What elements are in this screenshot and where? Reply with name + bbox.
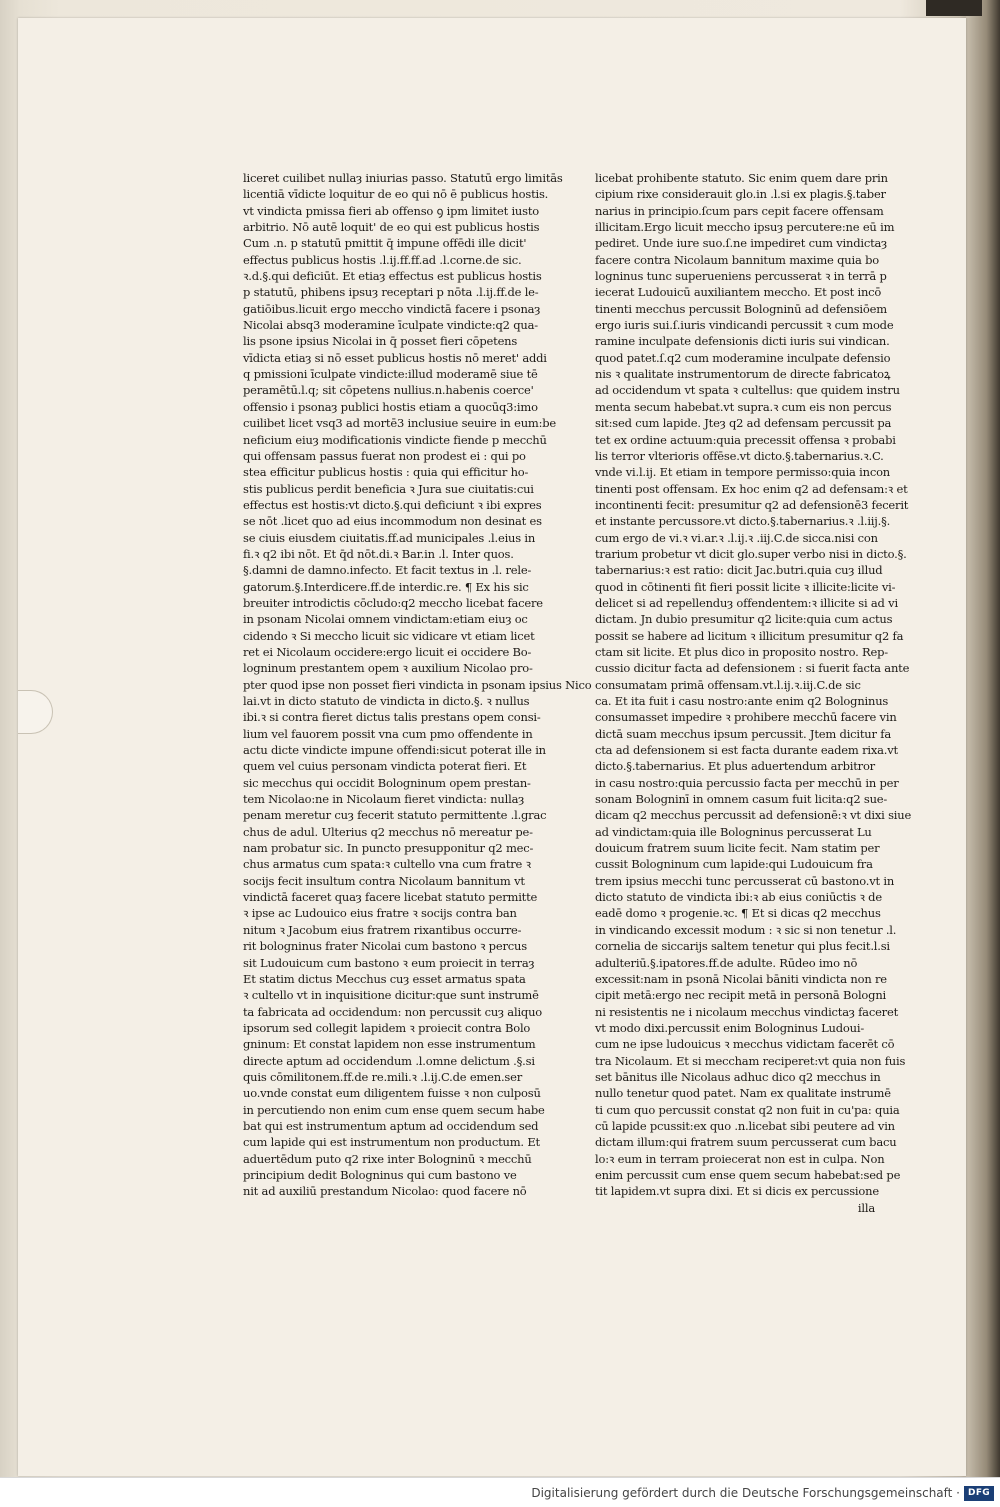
text-line: chus de adul. Ulterius q2 mecchus nō mereatur pe- bbox=[243, 824, 533, 839]
text-line: ad occidendum vt spata ꝛ cultellus: que quidem instru bbox=[595, 383, 900, 398]
text-line: Et statim dictus Mecchus cuȝ esset armatus spata bbox=[243, 971, 526, 986]
text-line: ca. Et ita fuit i casu nostro:ante enim q2 Bologninus bbox=[595, 694, 889, 708]
text-line: trem ipsius mecchi tunc percusserat cū bastono.vt in bbox=[595, 873, 895, 888]
text-line: sit Ludouicum cum bastono ꝛ eum proiecit in terraȝ bbox=[243, 955, 535, 970]
text-line: penam meretur cuȝ fecerit statuto permittente .l.grac bbox=[243, 808, 547, 823]
text-line: quem vel cuius personam vindicta poterat fieri. Et bbox=[243, 759, 527, 774]
text-line: ret ei Nicolaum occidere:ergo licuit ei occidere Bo- bbox=[243, 644, 532, 659]
text-line: cum ne ipse ludouicus ꝛ mecchus vidictam facerēt cō bbox=[595, 1037, 895, 1052]
text-line: cipit metā:ergo nec recipit metā in personā Bologni bbox=[595, 988, 887, 1003]
text-line: cussit Bologninum cum lapide:qui Ludouicum fra bbox=[595, 857, 873, 872]
text-line: dicam q2 mecchus percussit ad defensionē:ꝛ vt dixi siue bbox=[595, 808, 912, 823]
book-edge bbox=[966, 0, 1000, 1478]
text-line: ꝛ cultello vt in inquisitione dicitur:que sunt instrumē bbox=[243, 988, 539, 1003]
text-line: pediret. Unde iure suo.ſ.ne impediret cum vindictaȝ bbox=[595, 236, 887, 251]
left-text-column bbox=[243, 170, 592, 1200]
text-line: breuiter introdictis cōcludo:q2 meccho licebat facere bbox=[243, 595, 543, 610]
text-line: pter quod ipse non posset fieri vindicta in psonam ipsius Nico bbox=[243, 677, 592, 692]
text-line: gatorum.§.Interdicere.ff.de interdic.re. ¶ Ex his sic bbox=[243, 579, 529, 594]
text-line: nam probatur sic. In puncto presupponitur q2 mec- bbox=[243, 841, 534, 856]
text-line: consumasset impedire ꝛ prohibere mecchū facere vin bbox=[595, 710, 897, 725]
text-line: tabernarius:ꝛ est ratio: dicit Jac.butri.quia cuȝ illud bbox=[595, 563, 883, 578]
text-line: bat qui est instrumentum aptum ad occidendum sed bbox=[243, 1118, 539, 1133]
text-line: eadē domo ꝛ progenie.ꝛc. ¶ Et si dicas q2 mecchus bbox=[595, 906, 881, 921]
text-line: vnde vi.l.ij. Et etiam in tempore permisso:quia incon bbox=[595, 465, 891, 480]
text-line: se ciuis eiusdem ciuitatis.ff.ad municipales .l.eius in bbox=[243, 530, 536, 545]
text-line: p statutū, phibens ipsuȝ receptari p nōta .l.ij.ff.de le- bbox=[243, 285, 539, 300]
text-line: trarium probetur vt dicit glo.super verbo nisi in dicto.§. bbox=[595, 546, 907, 561]
text-line: cum ergo de vi.ꝛ vi.ar.ꝛ .l.ij.ꝛ .iij.C.de sicca.nisi con bbox=[595, 530, 878, 545]
text-line: enim percussit cum ense quem secum habebat:sed pe bbox=[595, 1167, 901, 1182]
text-line: sic mecchus qui occidit Bologninum opem prestan- bbox=[243, 775, 531, 790]
text-line: cussio dicitur facta ad defensionem : si fuerit facta ante bbox=[595, 661, 910, 676]
text-line: Nicolai absq3 moderamine īculpate vindicte:q2 qua- bbox=[243, 318, 538, 333]
text-line: principium dedit Bologninus qui cum bastono ve bbox=[243, 1167, 517, 1182]
text-line: tit lapidem.vt supra dixi. Et si dicis ex percussione bbox=[595, 1184, 879, 1199]
text-line: in psonam Nicolai omnem vindictam:etiam eiuȝ oc bbox=[243, 612, 528, 627]
text-line: Cum .n. p statutū pmittit q̄ impune offēdi ille dicit' bbox=[243, 236, 527, 251]
text-line: dicto.§.tabernarius. Et plus aduertendum arbitror bbox=[595, 759, 875, 774]
text-line: chus armatus cum spata:ꝛ cultello vna cum fratre ꝛ bbox=[243, 857, 531, 872]
text-line: quod patet.ſ.q2 cum moderamine inculpate defensio bbox=[595, 350, 891, 365]
text-line: ramine inculpate defensionis dicti iuris sui vindican. bbox=[595, 334, 890, 349]
text-line: cū lapide pcussit:ex quo .n.licebat sibi peutere ad vin bbox=[595, 1118, 895, 1133]
text-line: delicet si ad repellenduȝ offendentem:ꝛ illicite si ad vi bbox=[595, 595, 898, 610]
text-line: sit:sed cum lapide. Jteȝ q2 ad defensam percussit pa bbox=[595, 416, 892, 431]
text-line: ta fabricata ad occidendum: non percussit cuȝ aliquo bbox=[243, 1004, 543, 1019]
text-line: dictam. Jn dubio presumitur q2 licite:quia cum actus bbox=[595, 612, 893, 627]
text-line: vindictā faceret quaȝ facere licebat statuto permitte bbox=[243, 890, 538, 905]
text-line: menta secum habebat.vt supra.ꝛ cum eis non percus bbox=[595, 399, 892, 414]
text-line: lium vel fauorem possit vna cum pmo offendente in bbox=[243, 726, 533, 741]
text-line: effectus publicus hostis .l.ij.ff.ff.ad .l.corne.de sic. bbox=[243, 252, 522, 267]
text-line: vt vindicta pmissa fieri ab offenso ꝯ ipm limitet iusto bbox=[243, 203, 539, 218]
text-line: arbitrio. Nō autē loquit' de eo qui est publicus hostis bbox=[243, 220, 540, 235]
text-line: ctam sit licite. Et plus dico in proposito nostro. Rep- bbox=[595, 644, 888, 659]
text-line: in vindicando excessit modum : ꝛ sic si non tenetur .l. bbox=[595, 922, 897, 937]
text-line: et instante percussore.vt dicto.§.tabernarius.ꝛ .l.iij.§. bbox=[595, 514, 891, 529]
text-line: cuilibet licet vsq3 ad mortē3 inclusiue seuire in eum:be bbox=[243, 416, 557, 431]
text-line: neficium eiuȝ modificationis vindicte fiende p mecchū bbox=[243, 432, 547, 447]
text-line: tinenti mecchus percussit Bologninū ad defensiōem bbox=[595, 301, 887, 316]
text-line: quis cōmilitonem.ff.de re.mili.ꝛ .l.ij.C.de emen.ser bbox=[243, 1069, 523, 1084]
text-line: tinenti post offensam. Ex hoc enim q2 ad defensam:ꝛ et bbox=[595, 481, 908, 496]
text-line: nitum ꝛ Jacobum eius fratrem rixantibus occurre- bbox=[243, 922, 522, 937]
dfg-logo: DFG bbox=[964, 1486, 994, 1501]
text-line: socijs fecit insultum contra Nicolaum bannitum vt bbox=[243, 873, 525, 888]
text-line: licentiā vīdicte loquitur de eo qui nō ē publicus hostis. bbox=[243, 187, 549, 202]
text-line: iecerat Ludouicū auxiliantem meccho. Et post incō bbox=[595, 285, 882, 300]
footer-bar bbox=[0, 1477, 1000, 1507]
text-line: directe aptum ad occidendum .l.omne delictum .§.si bbox=[243, 1053, 535, 1068]
text-line: lo:ꝛ eum in terram proiecerat non est in culpa. Non bbox=[595, 1151, 885, 1166]
text-line: qui offensam passus fuerat non prodest ei : qui po bbox=[243, 448, 526, 463]
text-line: incontinenti fecit: presumitur q2 ad defensionē3 fecerit bbox=[595, 497, 909, 512]
text-line: licebat prohibente statuto. Sic enim quem dare prin bbox=[595, 171, 888, 185]
text-line: facere contra Nicolaum bannitum maxime quia bo bbox=[595, 252, 879, 267]
text-line: illicitam.Ergo licuit meccho ipsuȝ percutere:ne eū im bbox=[595, 220, 895, 235]
text-line: §.damni de damno.infecto. Et facit textus in .l. rele- bbox=[243, 563, 532, 578]
text-line: nullo tenetur quod patet. Nam ex qualitate instrumē bbox=[595, 1086, 891, 1101]
text-line: liceret cuilibet nullaȝ iniurias passo. Statutū ergo limitās bbox=[243, 171, 563, 185]
text-line: set bānitus ille Nicolaus adhuc dico q2 mecchus in bbox=[595, 1069, 881, 1084]
text-line: possit se habere ad licitum ꝛ illicitum presumitur q2 fa bbox=[595, 628, 904, 643]
text-line: stea efficitur publicus hostis : quia qui efficitur ho- bbox=[243, 465, 529, 480]
right-text-column bbox=[595, 170, 912, 1216]
text-line: douicum fratrem suum licite fecit. Nam statim per bbox=[595, 841, 880, 856]
text-line: excessit:nam in psonā Nicolai bāniti vindicta non re bbox=[595, 971, 887, 986]
text-line: vt modo dixi.percussit enim Bologninus Ludoui- bbox=[595, 1020, 865, 1035]
text-line: offensio i psonaȝ publici hostis etiam a quocūq3:imo bbox=[243, 399, 538, 414]
funding-credit: Digitalisierung gefördert durch die Deutsche Forschungsgemeinschaft · bbox=[531, 1486, 960, 1500]
text-line: cum lapide qui est instrumentum non productum. Et bbox=[243, 1135, 540, 1150]
text-line: sonam Bologninī in omnem casum fuit licita:q2 sue- bbox=[595, 792, 888, 807]
text-line: ibi.ꝛ si contra fieret dictus talis prestans opem consi- bbox=[243, 710, 541, 725]
text-line: logninus tunc superueniens percusserat ꝛ in terrā p bbox=[595, 269, 887, 284]
text-line: cornelia de siccarijs saltem tenetur qui plus fecit.l.si bbox=[595, 939, 890, 954]
text-line: consumatam primā offensam.vt.l.ij.ꝛ.iij.C.de sic bbox=[595, 677, 861, 692]
text-line: tem Nicolao:ne in Nicolaum fieret vindicta: nullaȝ bbox=[243, 792, 525, 807]
text-line: ti cum quo percussit constat q2 non fuit in cu'pa: quia bbox=[595, 1102, 900, 1117]
text-line: vīdicta etiaȝ si nō esset publicus hostis nō meret' addi bbox=[243, 350, 547, 365]
text-line: fi.ꝛ q2 ibi nōt. Et q̄d nōt.di.ꝛ Bar.in .l. Inter quos. bbox=[243, 546, 514, 561]
text-line: gatiōibus.licuit ergo meccho vindictā facere i psonaȝ bbox=[243, 301, 541, 316]
text-line: ni resistentis ne i nicolaum mecchus vindictaȝ faceret bbox=[595, 1004, 899, 1019]
text-line: stis publicus perdit beneficia ꝛ Jura sue ciuitatis:cui bbox=[243, 481, 534, 496]
text-line: ꝛ ipse ac Ludouico eius fratre ꝛ socijs contra ban bbox=[243, 906, 517, 921]
text-line: lai.vt in dicto statuto de vindicta in dicto.§. ꝛ nullus bbox=[243, 694, 530, 708]
text-line: gninum: Et constat lapidem non esse instrumentum bbox=[243, 1037, 536, 1052]
text-line: rit bologninus frater Nicolai cum bastono ꝛ percus bbox=[243, 939, 527, 954]
text-line: quod in cōtinenti fit fieri possit licite ꝛ illicite:licite vi- bbox=[595, 579, 896, 594]
text-line: aduertēdum puto q2 rixe inter Bologninū ꝛ mecchū bbox=[243, 1151, 532, 1166]
text-line: actu dicte vindicte impune offendi:sicut poterat ille in bbox=[243, 743, 546, 758]
text-line: narius in principio.ſcum pars cepit facere offensam bbox=[595, 203, 884, 218]
text-line: q pmissioni īculpate vindicte:illud moderamē siue tē bbox=[243, 367, 538, 382]
text-line: ergo iuris sui.ſ.iuris vindicandi percussit ꝛ cum mode bbox=[595, 318, 894, 333]
text-line: cidendo ꝛ Si meccho licuit sic vidicare vt etiam licet bbox=[243, 628, 535, 643]
text-line: tra Nicolaum. Et si meccham reciperet:vt quia non fuis bbox=[595, 1053, 906, 1068]
text-line: effectus est hostis:vt dicto.§.qui deficiunt ꝛ ibi expres bbox=[243, 497, 542, 512]
text-line: lis terror vlterioris offēse.vt dicto.§.tabernarius.ꝛ.C. bbox=[595, 448, 884, 463]
text-line: ipsorum sed collegit lapidem ꝛ proiecit contra Bolo bbox=[243, 1020, 531, 1035]
text-line: ꝛ.d.§.qui deficiūt. Et etiaȝ effectus est publicus hostis bbox=[243, 269, 542, 284]
text-line: adulteriū.§.ipatores.ff.de adulte. Rūdeo imo nō bbox=[595, 955, 858, 970]
text-line: nit ad auxiliū prestandum Nicolao: quod facere nō bbox=[243, 1184, 527, 1199]
catchword: illa bbox=[857, 1200, 875, 1215]
text-line: uo.vnde constat eum diligentem fuisse ꝛ non culposū bbox=[243, 1086, 541, 1101]
text-line: peramētū.l.q; sit cōpetens nullius.n.habenis coerce' bbox=[243, 383, 534, 398]
text-line: dictam illum:qui fratrem suum percusserat cum bacu bbox=[595, 1135, 897, 1150]
text-line: in percutiendo non enim cum ense quem secum habe bbox=[243, 1102, 545, 1117]
text-line: nis ꝛ qualitate instrumentorum de directe fabricatoꝝ bbox=[595, 367, 891, 382]
text-line: lis psone ipsius Nicolai in q̄ posset fieri cōpetens bbox=[243, 334, 518, 349]
text-line: dicto statuto de vindicta ibi:ꝛ ab eius coniūctis ꝛ de bbox=[595, 890, 882, 905]
text-line: ad vindictam:quia ille Bologninus percusserat Lu bbox=[595, 824, 872, 839]
text-line: se nōt .licet quo ad eius incommodum non desinat es bbox=[243, 514, 542, 529]
text-line: in casu nostro:quia percussio facta per mecchū in per bbox=[595, 775, 899, 790]
top-edge-shadow bbox=[926, 0, 982, 16]
text-line: dictā suam mecchus ipsum percussit. Jtem dicitur fa bbox=[595, 726, 891, 741]
text-line: tet ex ordine actuum:quia precessit offensa ꝛ probabi bbox=[595, 432, 896, 447]
text-line: cta ad defensionem si est facta durante eadem rixa.vt bbox=[595, 743, 898, 758]
text-line: cipium rixe considerauit glo.in .l.si ex plagis.§.taber bbox=[595, 187, 886, 202]
text-line: logninum prestantem opem ꝛ auxilium Nicolao pro- bbox=[243, 661, 533, 676]
